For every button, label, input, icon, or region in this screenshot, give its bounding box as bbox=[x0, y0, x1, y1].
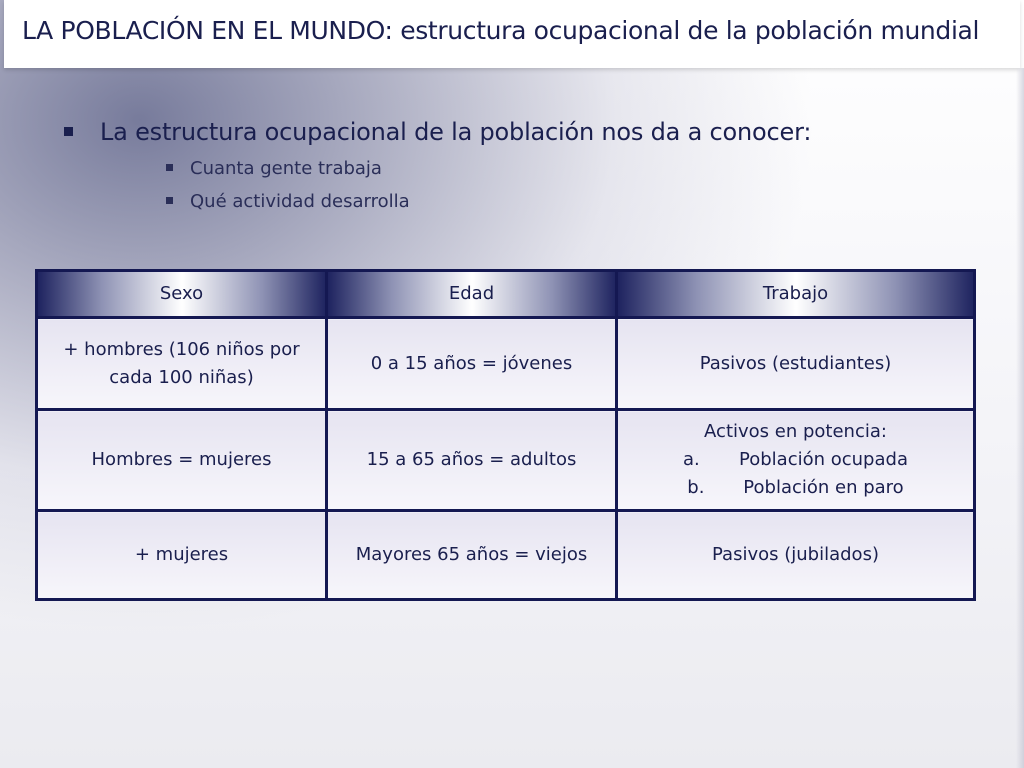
table-row bbox=[37, 410, 975, 511]
slide-title: LA POBLACIÓN EN EL MUNDO: estructura ocupacional de la población mundial bbox=[22, 16, 980, 45]
item-label: b. bbox=[687, 477, 705, 498]
table-header-row bbox=[37, 271, 975, 318]
cell-sexo: Hombres = mujeres bbox=[37, 410, 327, 511]
right-edge-shadow bbox=[1016, 68, 1024, 768]
trabajo-item bbox=[626, 474, 965, 502]
bullet-sub-text: Cuanta gente trabaja bbox=[190, 158, 382, 179]
table-row bbox=[37, 511, 975, 600]
item-text: Población ocupada bbox=[739, 449, 908, 470]
square-bullet-icon bbox=[166, 164, 173, 171]
item-text: Población en paro bbox=[743, 477, 904, 498]
bullet-sub-2 bbox=[190, 191, 410, 212]
cell-edad: Mayores 65 años = viejos bbox=[327, 511, 617, 600]
bullet-sub-text: Qué actividad desarrolla bbox=[190, 191, 410, 212]
header-sexo: Sexo bbox=[37, 271, 327, 318]
cell-sexo: + mujeres bbox=[37, 511, 327, 600]
square-bullet-icon bbox=[166, 197, 173, 204]
cell-edad: 0 a 15 años = jóvenes bbox=[327, 318, 617, 410]
cell-sexo: + hombres (106 niños por cada 100 niñas) bbox=[37, 318, 327, 410]
occupational-structure-table bbox=[35, 269, 976, 601]
title-bar bbox=[4, 0, 1020, 68]
cell-trabajo: Pasivos (jubilados) bbox=[617, 511, 975, 600]
cell-trabajo bbox=[617, 410, 975, 511]
cell-trabajo: Pasivos (estudiantes) bbox=[617, 318, 975, 410]
header-edad: Edad bbox=[327, 271, 617, 318]
cell-edad: 15 a 65 años = adultos bbox=[327, 410, 617, 511]
bullet-main bbox=[100, 118, 811, 146]
trabajo-title: Activos en potencia: bbox=[704, 421, 887, 442]
bullet-sub-1 bbox=[190, 158, 382, 179]
table-row bbox=[37, 318, 975, 410]
trabajo-item bbox=[626, 446, 965, 474]
bullet-main-text: La estructura ocupacional de la población nos da a conocer: bbox=[100, 118, 812, 146]
header-trabajo: Trabajo bbox=[617, 271, 975, 318]
square-bullet-icon bbox=[64, 127, 73, 136]
item-label: a. bbox=[683, 449, 700, 470]
